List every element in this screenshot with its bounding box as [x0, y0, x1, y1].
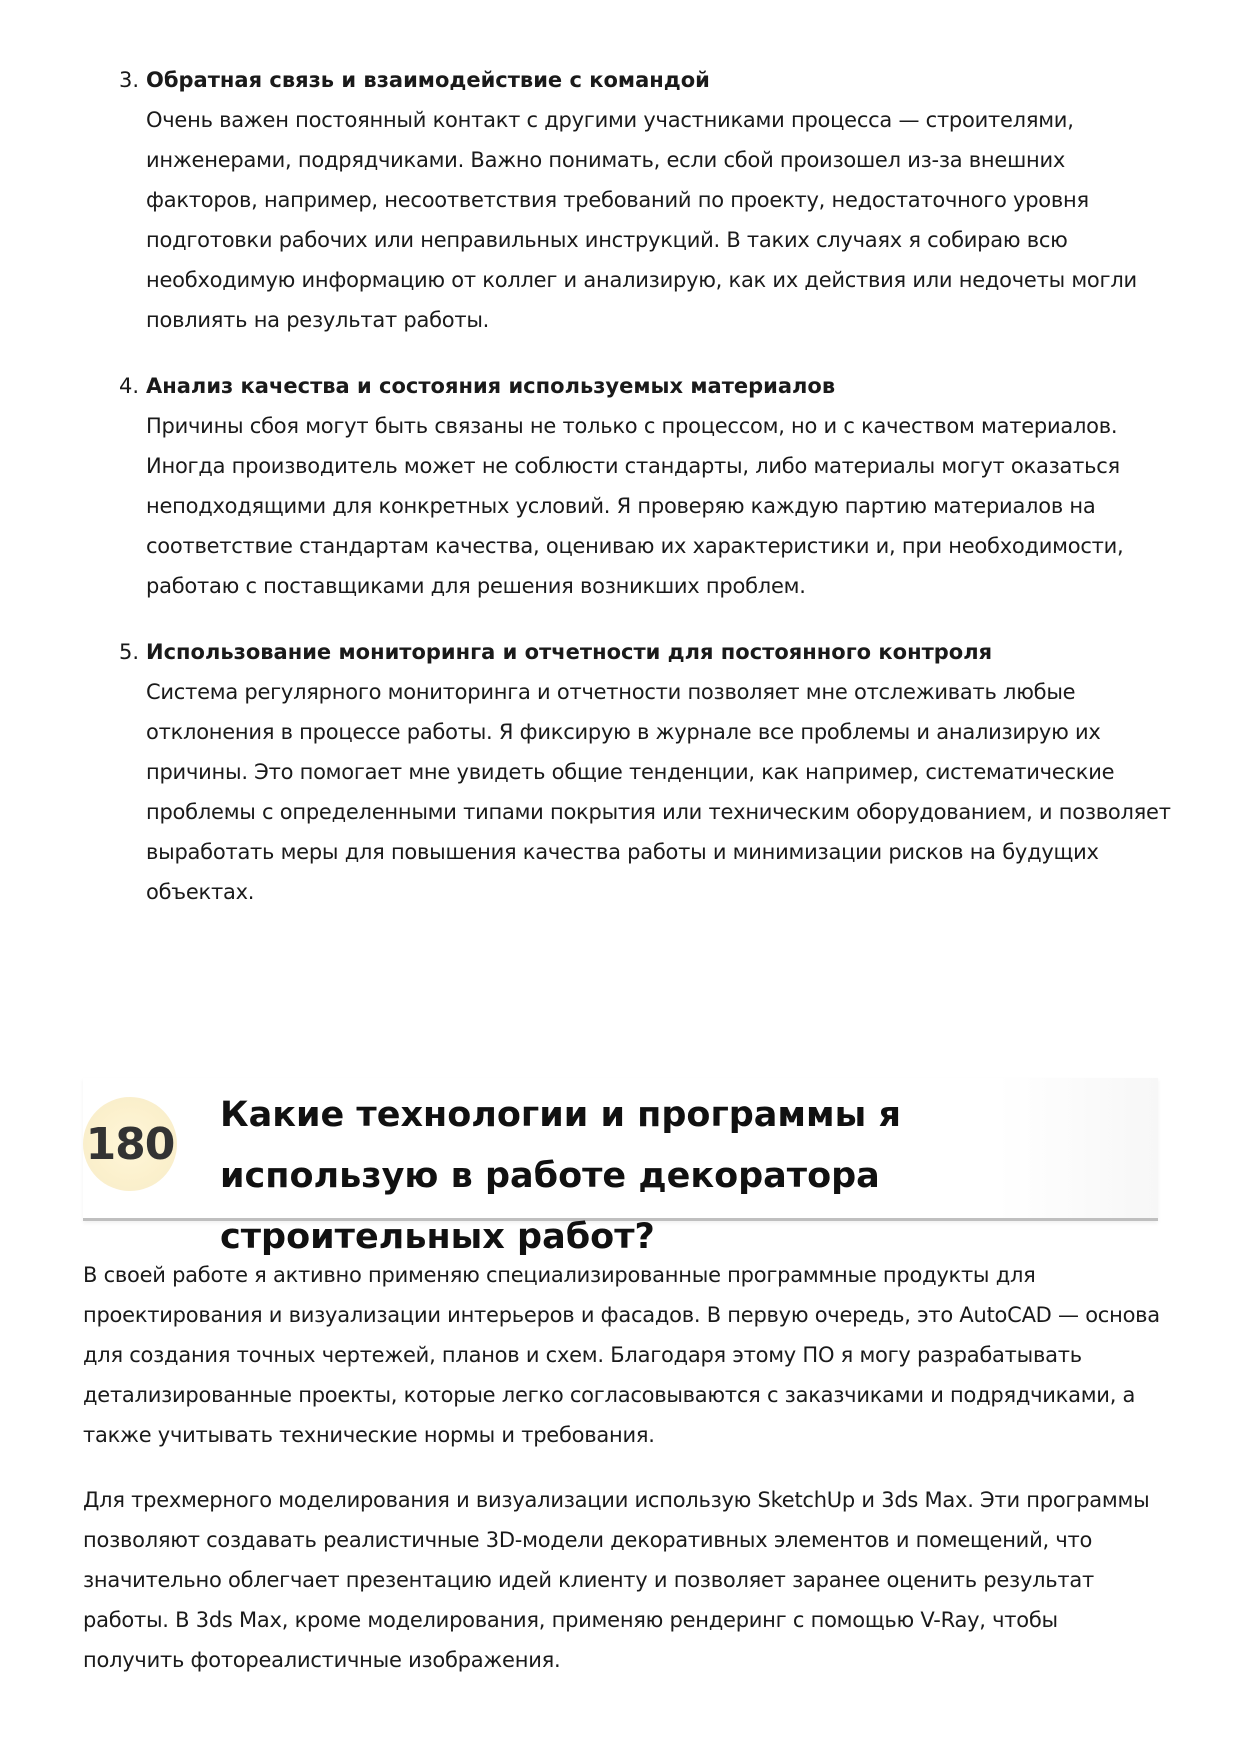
answer-paragraph: В своей работе я активно применяю специализированные программные продукты для проектирования и визуализации интерьеров и фасадов. В первую очередь, это AutoCAD — основа для создания точных чертежей, планов и схем. Благодаря этому ПО я могу разрабатывать детализированные проекты, которые легко согласовываются с заказчиками и подрядчиками, а также учитывать технические нормы и требования.: [83, 1263, 1160, 1447]
list-item-number: 5.: [119, 640, 140, 664]
list-item-body: Причины сбоя могут быть связаны не только с процессом, но и с качеством материалов. Иногда производитель может не соблюсти стандарты, либо материалы могут оказаться неподходящими для конкретных условий. Я проверяю каждую партию материалов на соответствие стандартам качества, оцениваю их характеристики и, при необходимости, работаю с поставщиками для решения возникших проблем.: [146, 414, 1124, 598]
list-item: [115, 366, 1175, 606]
list-item-body: Система регулярного мониторинга и отчетности позволяет мне отслеживать любые отклонения в процессе работы. Я фиксирую в журнале все проблемы и анализирую их причины. Это помогает мне увидеть общие тенденции, как например, систематические проблемы с определенными типами покрытия или техническим оборудованием, и позволяет выработать меры для повышения качества работы и минимизации рисков на будущих объектах.: [146, 680, 1171, 904]
list-item-number: 3.: [119, 68, 140, 92]
list-item: [115, 632, 1175, 912]
list-item-body: Очень важен постоянный контакт с другими участниками процесса — строителями, инженерами, подрядчиками. Важно понимать, если сбой произошел из-за внешних факторов, например, несоответствия требований по проекту, недостаточного уровня подготовки рабочих или неправильных инструкций. В таких случаях я собираю всю необходимую информацию от коллег и анализирую, как их действия или недочеты могли повлиять на результат работы.: [146, 108, 1137, 332]
list-item-number: 4.: [119, 374, 140, 398]
question-header: [83, 1078, 1158, 1257]
answer-body: [83, 1255, 1163, 1705]
numbered-list: [115, 60, 1175, 938]
list-item: [115, 60, 1175, 340]
list-item-title: Обратная связь и взаимодействие с командой: [146, 68, 710, 92]
question-title: Какие технологии и программы я использую в работе декоратора строительных работ?: [220, 1095, 901, 1257]
list-item-title: Использование мониторинга и отчетности для постоянного контроля: [146, 640, 993, 664]
answer-paragraph: Для трехмерного моделирования и визуализации использую SketchUp и 3ds Max. Эти программы позволяют создавать реалистичные 3D-модели декоративных элементов и помещений, что значительно облегчает презентацию идей клиенту и позволяет заранее оценить результат работы. В 3ds Max, кроме моделирования, применяю рендеринг с помощью V-Ray, чтобы получить фотореалистичные изображения.: [83, 1488, 1150, 1672]
question-number-badge: 180: [83, 1097, 177, 1191]
list-item-title: Анализ качества и состояния используемых материалов: [146, 374, 836, 398]
